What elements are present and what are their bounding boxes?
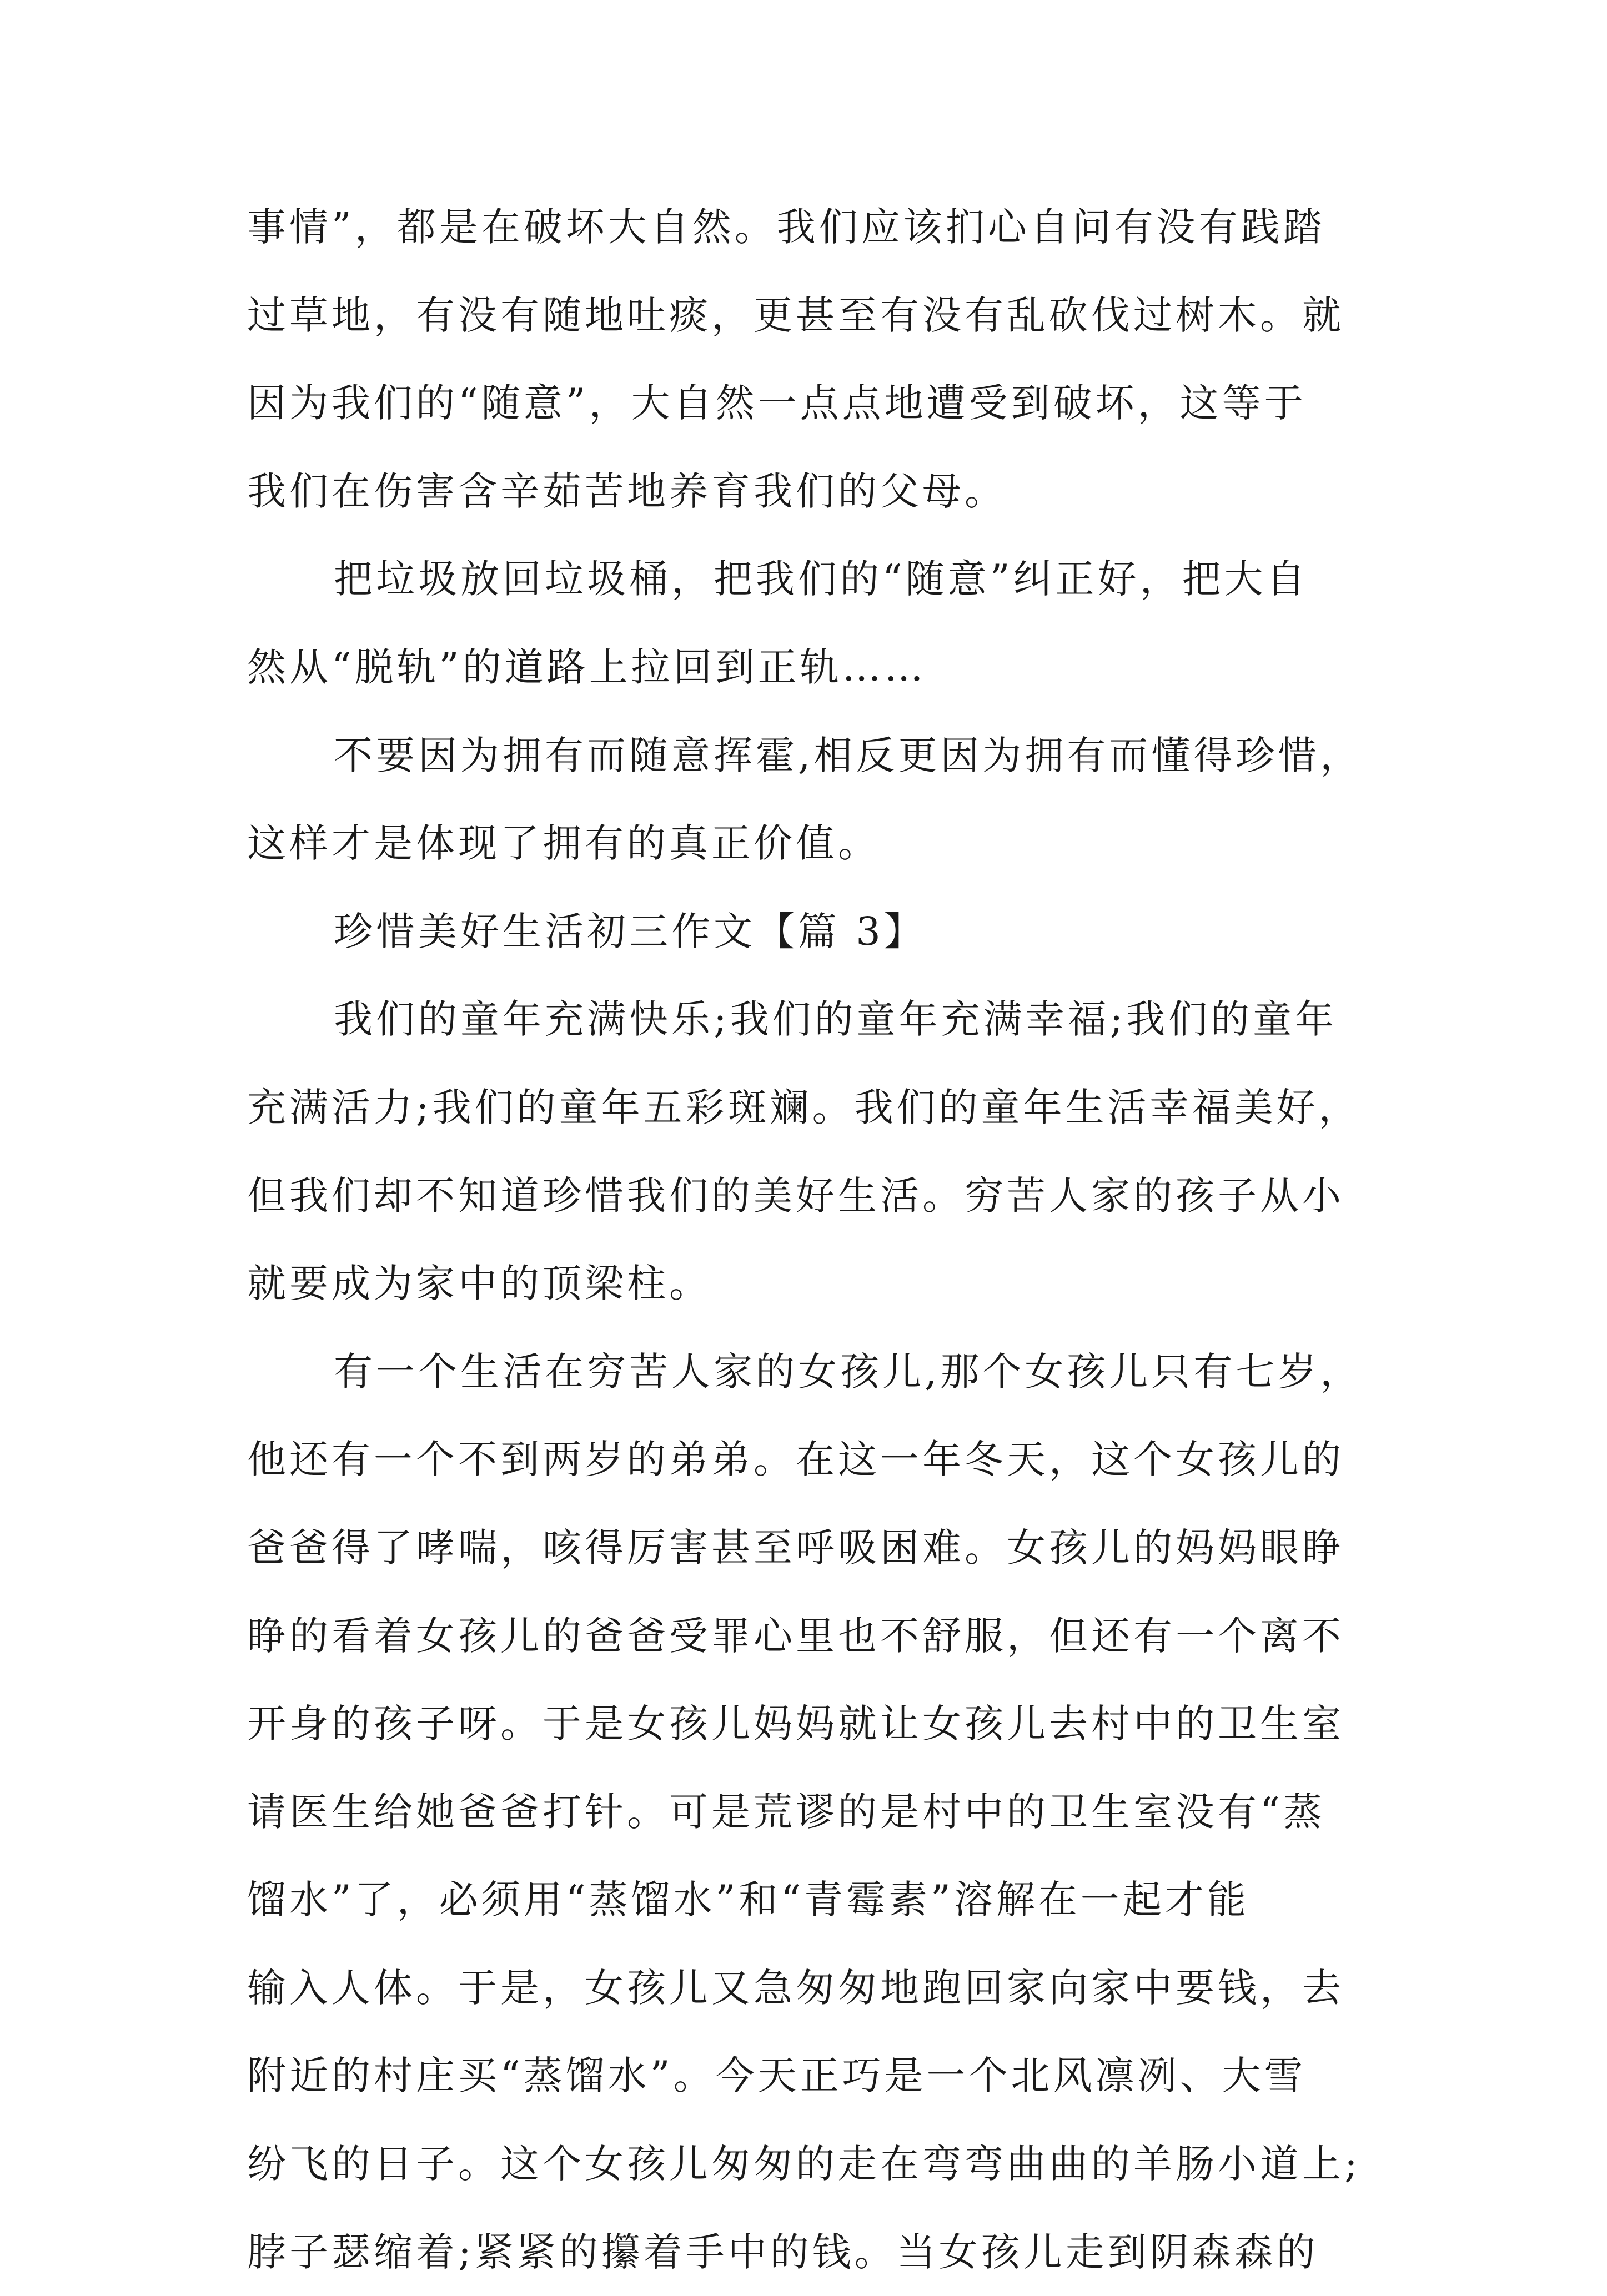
text-line: 就要成为家中的顶梁柱。 [247, 1261, 711, 1307]
text-line: 睁的看着女孩儿的爸爸受罪心里也不舒服，但还有一个离不 [247, 1613, 1344, 1659]
text-line: 开身的孩子呀。于是女孩儿妈妈就让女孩儿去村中的卫生室 [247, 1701, 1344, 1747]
section-heading: 珍惜美好生活初三作文【篇 3】 [334, 908, 926, 954]
text-line: 然从“脱轨”的道路上拉回到正轨…… [247, 644, 927, 690]
text-line: 他还有一个不到两岁的弟弟。在这一年冬天，这个女孩儿的 [247, 1437, 1344, 1483]
text-line: 脖子瑟缩着;紧紧的攥着手中的钱。当女孩儿走到阴森森的 [247, 2229, 1319, 2275]
text-line: 纷飞的日子。这个女孩儿匆匆的走在弯弯曲曲的羊肠小道上; [247, 2141, 1361, 2187]
text-line: 过草地，有没有随地吐痰，更甚至有没有乱砍伐过树木。就 [247, 292, 1344, 338]
paragraph-first-line: 我们的童年充满快乐;我们的童年充满幸福;我们的童年 [334, 996, 1338, 1043]
text-line: 充满活力;我们的童年五彩斑斓。我们的童年生活幸福美好， [247, 1084, 1361, 1130]
paragraph-first-line: 有一个生活在穷苦人家的女孩儿,那个女孩儿只有七岁， [334, 1348, 1363, 1394]
text-line: 这样才是体现了拥有的真正价值。 [247, 820, 880, 867]
text-line: 我们在伤害含辛茹苦地养育我们的父母。 [247, 468, 1007, 514]
text-line: 爸爸得了哮喘，咳得厉害甚至呼吸困难。女孩儿的妈妈眼睁 [247, 1524, 1344, 1570]
text-line: 因为我们的“随意”，大自然一点点地遭受到破坏，这等于 [247, 380, 1307, 426]
document-body [247, 183, 1380, 2296]
text-line: 请医生给她爸爸打针。可是荒谬的是村中的卫生室没有“蒸 [247, 1789, 1325, 1835]
text-line: 附近的村庄买“蒸馏水”。今天正巧是一个北风凛冽、大雪 [247, 2053, 1307, 2099]
text-line: 但我们却不知道珍惜我们的美好生活。穷苦人家的孩子从小 [247, 1172, 1344, 1219]
text-line: 事情”，都是在破坏大自然。我们应该扪心自问有没有践踏 [247, 204, 1325, 250]
text-line: 馏水”了，必须用“蒸馏水”和“青霉素”溶解在一起才能 [247, 1877, 1249, 1923]
paragraph-first-line: 把垃圾放回垃圾桶，把我们的“随意”纠正好，把大自 [334, 556, 1309, 602]
paragraph-first-line: 不要因为拥有而随意挥霍,相反更因为拥有而懂得珍惜， [334, 732, 1363, 778]
text-line: 输入人体。于是，女孩儿又急匆匆地跑回家向家中要钱，去 [247, 1965, 1344, 2011]
